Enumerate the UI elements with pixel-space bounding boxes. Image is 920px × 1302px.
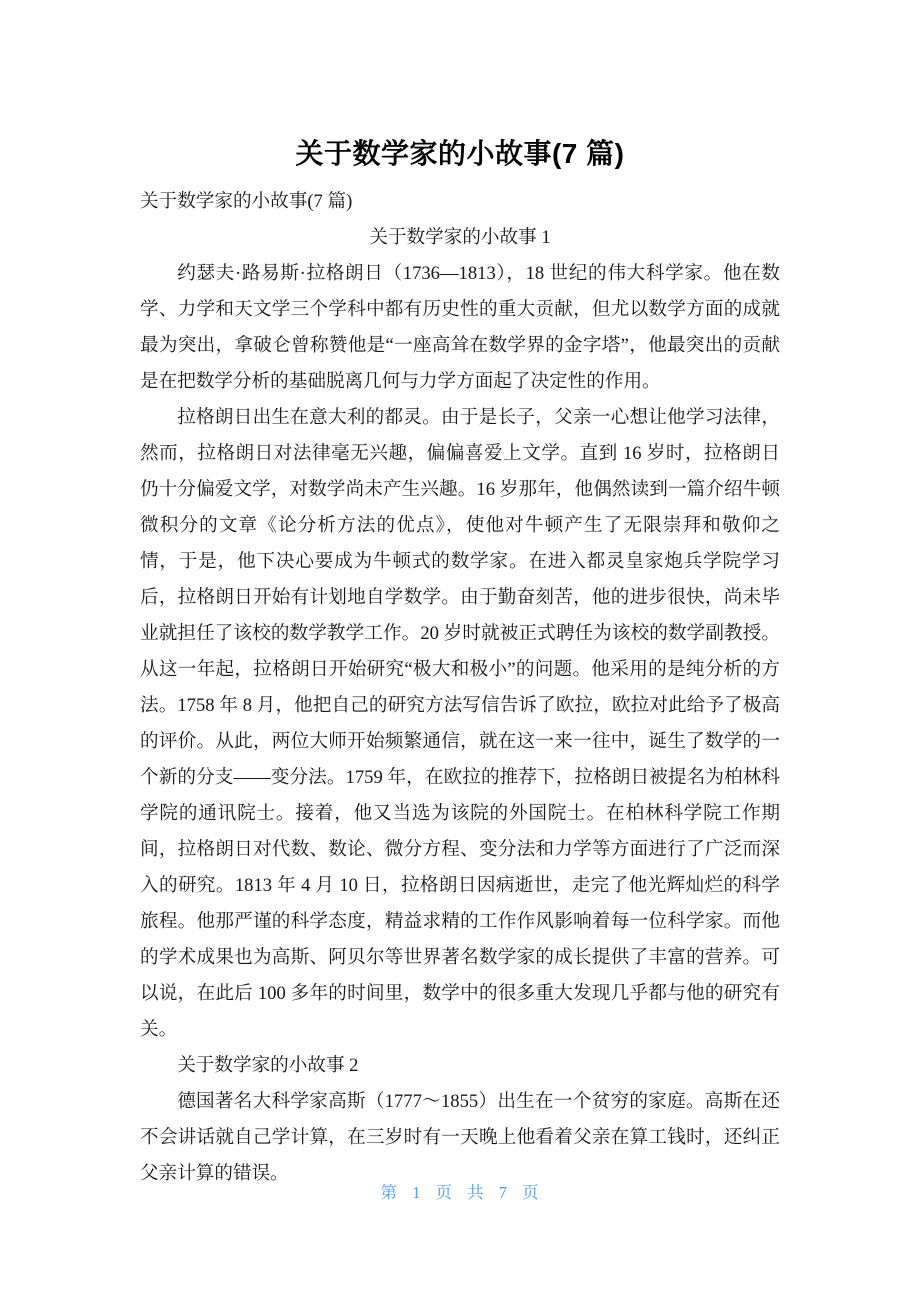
page-number-indicator: 第 1 页 共 7 页 <box>380 1183 540 1202</box>
section-2-paragraph-1: 德国著名大科学家高斯（1777～1855）出生在一个贫穷的家庭。高斯在还不会讲话就自己学计算，在三岁时有一天晚上他看着父亲在算工钱时，还纠正父亲计算的错误。 <box>140 1091 780 1184</box>
section-2-heading: 关于数学家的小故事 2 <box>177 1055 359 1076</box>
document-page <box>140 0 780 1192</box>
document-subtitle: 关于数学家的小故事(7 篇) <box>140 191 353 212</box>
section-1-heading: 关于数学家的小故事 1 <box>369 227 551 248</box>
document-title: 关于数学家的小故事(7 篇) <box>295 138 625 169</box>
section-1-paragraph-2: 拉格朗日出生在意大利的都灵。由于是长子，父亲一心想让他学习法律，然而，拉格朗日对法律毫无兴趣，偏偏喜爱上文学。直到 16 岁时，拉格朗日仍十分偏爱文学，对数学尚未产生兴趣。16 岁那年，他偶然读到一篇介绍牛顿微积分的文章《论分析方法的优点》，使他对牛顿产生了无限崇拜和敬仰之情，于是，他下决心要成为牛顿式的数学家。在进入都灵皇家炮兵学院学习后，拉格朗日开始有计划地自学数学。由于勤奋刻苦，他的进步很快，尚未毕业就担任了该校的数学教学工作。20 岁时就被正式聘任为该校的数学副教授。从这一年起，拉格朗日开始研究“极大和极小”的问题。他采用的是纯分析的方法。1758 年 8 月，他把自己的研究方法写信告诉了欧拉，欧拉对此给予了极高的评价。从此，两位大师开始频繁通信，就在这一来一往中，诞生了数学的一个新的分支——变分法。1759 年，在欧拉的推荐下，拉格朗日被提名为柏林科学院的通讯院士。接着，他又当选为该院的外国院士。在柏林科学院工作期间，拉格朗日对代数、数论、微分方程、变分法和力学等方面进行了广泛而深入的研究。1813 年 4 月 10 日，拉格朗日因病逝世，走完了他光辉灿烂的科学旅程。他那严谨的科学态度，精益求精的工作作风影响着每一位科学家。而他的学术成果也为高斯、阿贝尔等世界著名数学家的成长提供了丰富的营养。可以说，在此后 100 多年的时间里，数学中的很多重大发现几乎都与他的研究有关。 <box>140 407 780 1040</box>
section-1-paragraph-1: 约瑟夫·路易斯·拉格朗日（1736—1813），18 世纪的伟大科学家。他在数学、力学和天文学三个学科中都有历史性的重大贡献，但尤以数学方面的成就最为突出，拿破仑曾称赞他是“一座高耸在数学界的金字塔”，他最突出的贡献是在把数学分析的基础脱离几何与力学方面起了决定性的作用。 <box>140 263 780 392</box>
page-footer <box>0 1182 920 1204</box>
